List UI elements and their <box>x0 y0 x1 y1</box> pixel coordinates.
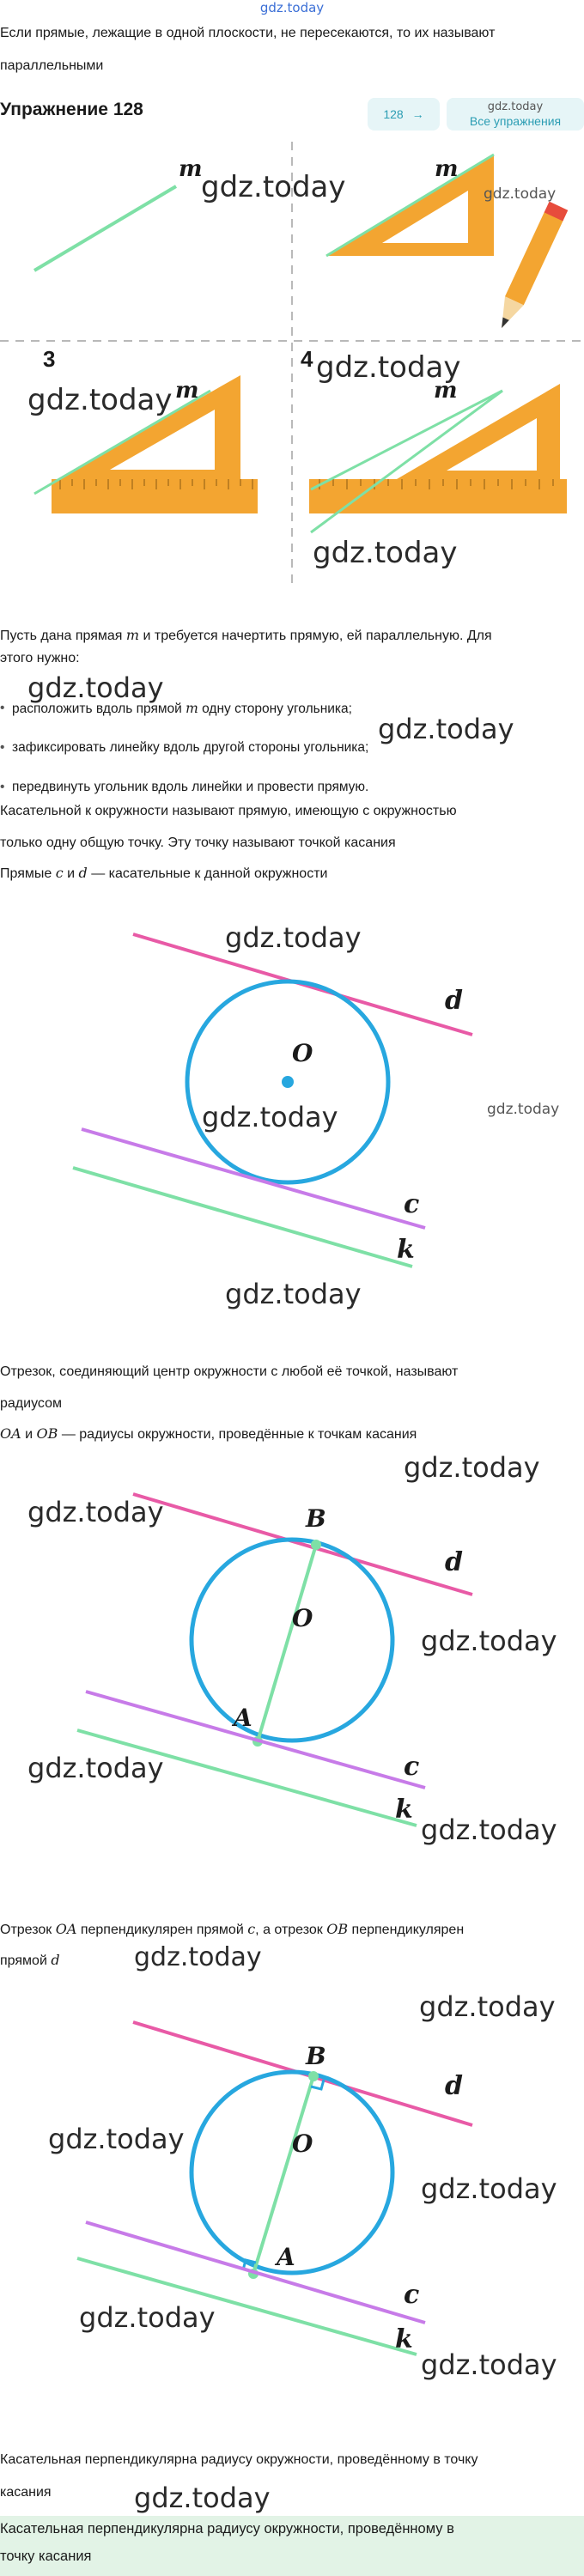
label-A: A <box>277 2243 295 2271</box>
arrow-right-icon: → <box>411 107 424 121</box>
label-d: d <box>445 2071 463 2101</box>
label-O: O <box>292 1604 313 1632</box>
label-d: d <box>445 1547 463 1577</box>
watermark: gdz.today <box>134 2482 271 2514</box>
watermark: gdz.today <box>316 350 461 385</box>
label-c: c <box>404 1752 420 1782</box>
exercise-title: Упражнение 128 <box>0 100 143 119</box>
watermark: gdz.today <box>134 1942 262 1972</box>
highlight-box <box>0 2516 584 2576</box>
watermark: gdz.today <box>487 100 544 113</box>
exercise-number: 128 <box>383 107 404 121</box>
radii-segment <box>258 1545 316 1741</box>
label-O: O <box>292 1039 313 1067</box>
text-line: только одну общую точку. Эту точку называют точкой касания <box>0 835 396 850</box>
line-m <box>34 186 176 270</box>
watermark: gdz.today <box>404 1451 540 1484</box>
all-exercises-label: Все упражнения <box>469 114 562 128</box>
label-B: B <box>306 1504 326 1533</box>
watermark: gdz.today <box>27 383 173 417</box>
label-m: m <box>435 156 459 182</box>
watermark: gdz.today <box>27 1496 164 1528</box>
watermark: gdz.today <box>421 1625 557 1657</box>
watermark: gdz.today <box>487 1101 560 1118</box>
text-line: Пусть дана прямая m и требуется начертить прямую, ей параллельную. Для <box>0 627 492 643</box>
label-k: k <box>395 1795 413 1825</box>
list-item: • расположить вдоль прямой m одну сторону угольника; <box>12 701 352 717</box>
label-O: O <box>292 2129 313 2158</box>
watermark: gdz.today <box>225 1278 362 1310</box>
intro-text-line: Если прямые, лежащие в одной плоскости, не пересекаются, то их называют <box>0 26 496 40</box>
watermark: gdz.today <box>27 671 164 704</box>
watermark: gdz.today <box>27 1752 164 1784</box>
exercise-number-button[interactable] <box>368 98 440 131</box>
text-line: OA и OB — радиусы окружности, проведённые к точкам касания <box>0 1425 417 1442</box>
step-number: 4 <box>301 346 313 372</box>
text-line: Отрезок OA перпендикулярен прямой c, а отрезок OB перпендикулярен <box>0 1921 465 1937</box>
label-B: B <box>306 2042 326 2070</box>
watermark: gdz.today <box>79 2301 216 2334</box>
watermark: gdz.today <box>202 1101 338 1133</box>
intro-text-line: параллельными <box>0 58 104 73</box>
line-k <box>73 1168 412 1267</box>
highlight-text: точку касания <box>0 2549 92 2564</box>
text-line: радиусом <box>0 1396 62 1411</box>
label-A: A <box>234 1704 252 1732</box>
step-number: 3 <box>43 346 56 372</box>
watermark: gdz.today <box>48 2123 185 2155</box>
label-m: m <box>179 156 203 182</box>
text-line: Прямые c и d — касательные к данной окружности <box>0 865 328 881</box>
watermark: gdz.today <box>225 921 362 954</box>
text-line: этого нужно: <box>0 651 80 665</box>
label-m: m <box>175 378 199 404</box>
watermark: gdz.today <box>419 1990 556 2023</box>
text-line: Касательной к окружности называют прямую, имеющую с окружностью <box>0 804 457 818</box>
watermark: gdz.today <box>201 170 346 204</box>
list-item: • передвинуть угольник вдоль линейки и провести прямую. <box>12 780 368 795</box>
watermark: gdz.today <box>421 2348 557 2381</box>
highlight-text: Касательная перпендикулярна радиусу окружности, проведённому в <box>0 2521 454 2537</box>
label-k: k <box>395 2324 413 2354</box>
text-line: касания <box>0 2485 52 2500</box>
site-logo[interactable]: gdz.today <box>259 0 325 15</box>
label-c: c <box>404 2280 420 2310</box>
watermark: gdz.today <box>421 2172 557 2205</box>
watermark: gdz.today <box>484 185 557 203</box>
text-line: Отрезок, соединяющий центр окружности с любой её точкой, называют <box>0 1364 459 1379</box>
label-m: m <box>434 378 458 404</box>
text-line: Касательная перпендикулярна радиусу окружности, проведённому в точку <box>0 2452 478 2467</box>
text-line: прямой d <box>0 1952 60 1968</box>
label-c: c <box>404 1189 420 1219</box>
list-item: • зафиксировать линейку вдоль другой стороны угольника; <box>12 740 368 756</box>
label-k: k <box>397 1235 415 1265</box>
watermark: gdz.today <box>313 536 458 570</box>
all-exercises-button[interactable] <box>447 98 584 131</box>
label-d: d <box>445 986 463 1016</box>
pencil-icon <box>492 202 568 332</box>
center-O <box>282 1076 294 1088</box>
watermark: gdz.today <box>421 1814 557 1846</box>
tangent-c <box>82 1129 425 1228</box>
parallel-steps-figure <box>0 142 584 592</box>
radii-figure <box>0 1477 584 1846</box>
watermark: gdz.today <box>378 713 514 745</box>
